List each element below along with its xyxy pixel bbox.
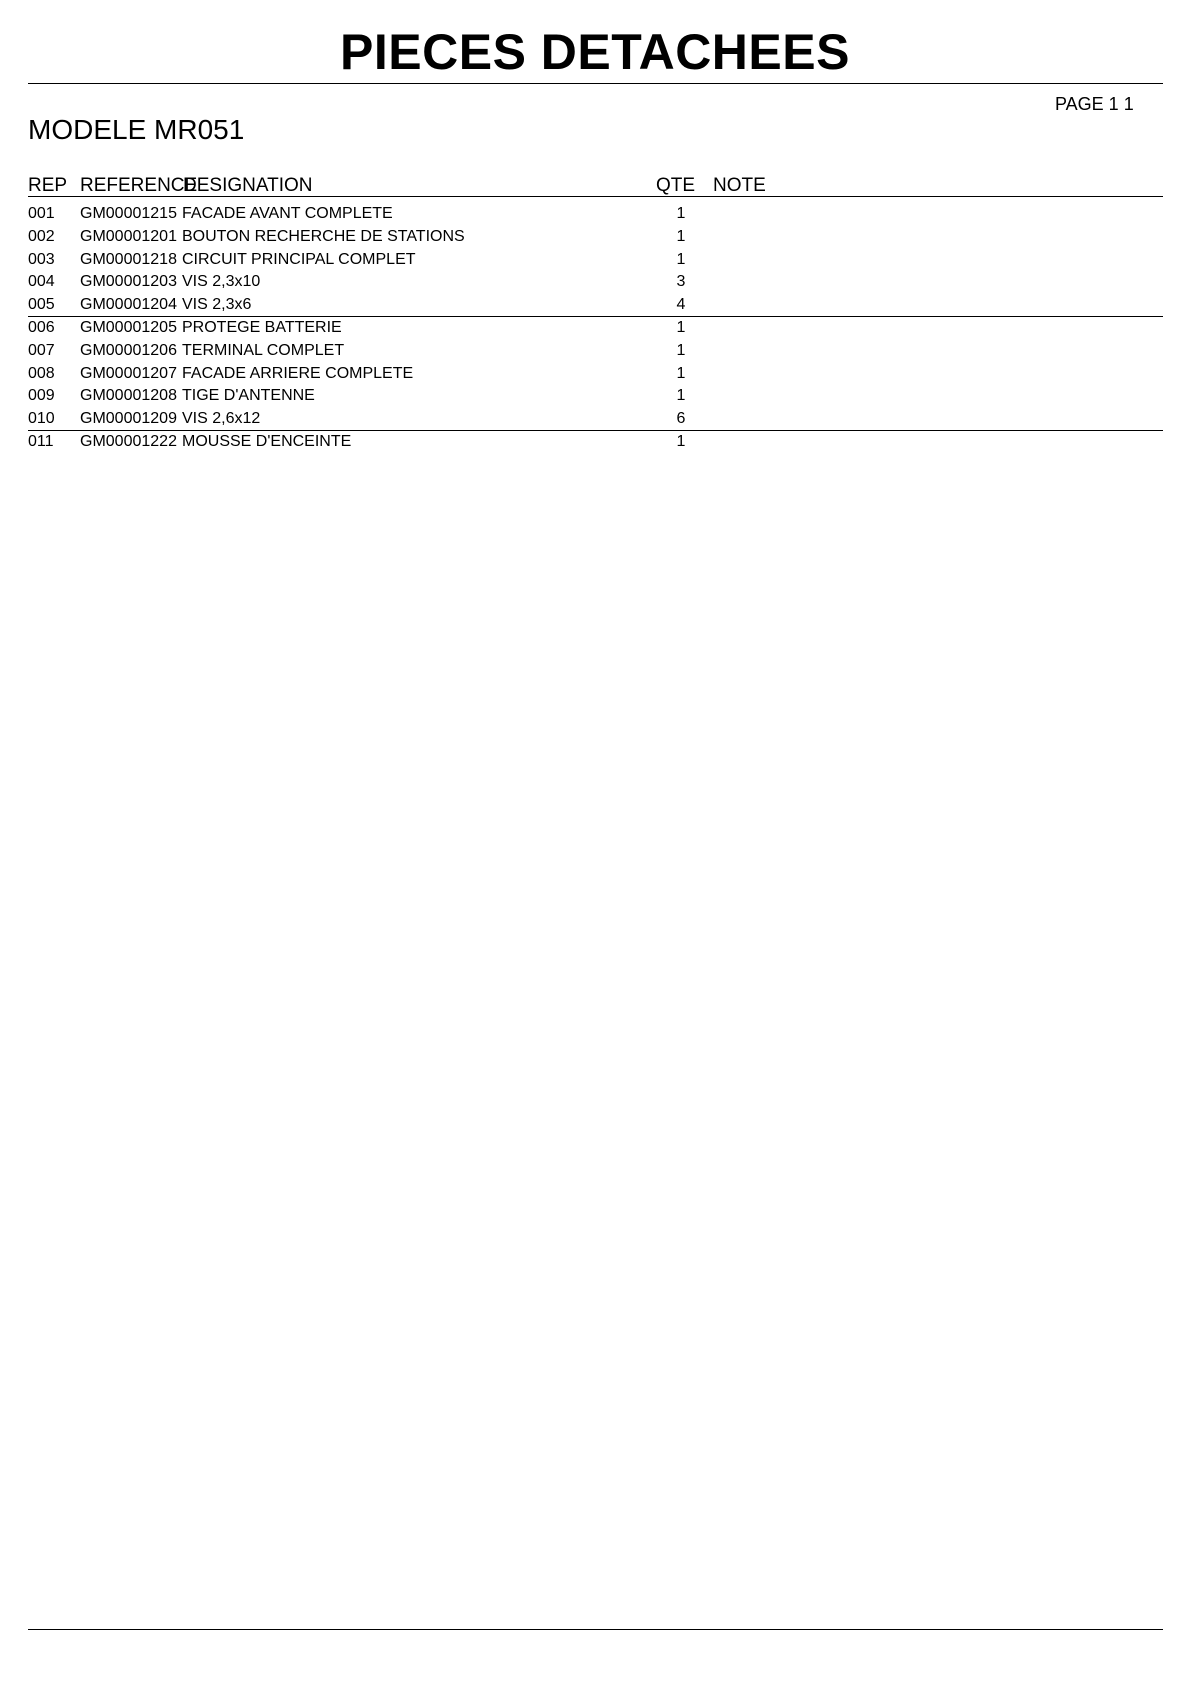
reference-cell: GM00001209 xyxy=(80,410,177,428)
table-row xyxy=(28,363,1163,386)
designation-cell: FACADE AVANT COMPLETE xyxy=(182,205,393,222)
table-row xyxy=(28,430,1163,454)
reference-cell: GM00001207 xyxy=(80,364,177,382)
reference-cell: GM00001215 xyxy=(80,205,177,222)
column-header-designation: DESIGNATION xyxy=(183,175,313,196)
column-header-qte: QTE xyxy=(656,175,696,196)
reference-cell: GM00001204 xyxy=(80,296,177,314)
table-row xyxy=(28,408,1163,431)
table-row xyxy=(28,340,1163,363)
rep-cell: 007 xyxy=(28,341,55,359)
rep-cell: 004 xyxy=(28,273,55,291)
table-row xyxy=(28,226,1163,249)
rep-cell: 002 xyxy=(28,227,55,245)
reference-cell: GM00001201 xyxy=(80,227,177,245)
table-row xyxy=(28,271,1163,294)
model-label: MODELE MR051 xyxy=(28,114,245,145)
reference-cell: GM00001203 xyxy=(80,273,177,291)
reference-cell: GM00001222 xyxy=(80,432,177,450)
reference-cell: GM00001205 xyxy=(80,318,177,336)
qte-cell: 1 xyxy=(676,318,686,336)
designation-cell: PROTEGE BATTERIE xyxy=(182,318,342,336)
designation-cell: VIS 2,6x12 xyxy=(182,410,261,428)
table-row xyxy=(28,385,1163,408)
designation-cell: CIRCUIT PRINCIPAL COMPLET xyxy=(182,250,416,268)
rep-cell: 003 xyxy=(28,250,55,268)
footer-divider xyxy=(28,1629,1163,1630)
designation-cell: TIGE D'ANTENNE xyxy=(182,387,315,405)
qte-cell: 1 xyxy=(676,250,686,268)
header-divider xyxy=(28,196,1163,197)
rep-cell: 011 xyxy=(28,432,54,450)
column-header-note: NOTE xyxy=(713,175,766,196)
designation-cell: BOUTON RECHERCHE DE STATIONS xyxy=(182,227,465,245)
qte-cell: 3 xyxy=(676,273,686,291)
designation-cell: FACADE ARRIERE COMPLETE xyxy=(182,364,414,382)
page-number: PAGE 1 1 xyxy=(1055,94,1134,114)
reference-cell: GM00001218 xyxy=(80,250,177,268)
designation-cell: VIS 2,3x10 xyxy=(182,273,261,291)
rep-cell: 010 xyxy=(28,410,55,428)
qte-cell: 1 xyxy=(676,227,686,245)
rep-cell: 005 xyxy=(28,296,55,314)
reference-cell: GM00001208 xyxy=(80,387,177,405)
designation-cell: MOUSSE D'ENCEINTE xyxy=(182,432,352,450)
title-divider xyxy=(28,83,1163,84)
qte-cell: 1 xyxy=(676,364,686,382)
rep-cell: 009 xyxy=(28,387,55,405)
table-row xyxy=(28,203,1163,226)
table-row xyxy=(28,294,1163,317)
column-header-reference: REFERENCE xyxy=(80,175,198,196)
reference-cell: GM00001206 xyxy=(80,341,177,359)
qte-cell: 6 xyxy=(676,410,686,428)
qte-cell: 1 xyxy=(676,205,686,222)
page-title: PIECES DETACHEES xyxy=(340,24,850,80)
table-row xyxy=(28,249,1163,272)
column-header-rep: REP xyxy=(28,175,68,196)
qte-cell: 1 xyxy=(676,341,686,359)
qte-cell: 1 xyxy=(676,387,686,405)
rep-cell: 006 xyxy=(28,318,55,336)
rep-cell: 008 xyxy=(28,364,55,382)
rep-cell: 001 xyxy=(28,205,55,222)
qte-cell: 1 xyxy=(676,432,686,450)
qte-cell: 4 xyxy=(676,296,686,314)
table-row xyxy=(28,316,1163,340)
designation-cell: VIS 2,3x6 xyxy=(182,296,252,314)
designation-cell: TERMINAL COMPLET xyxy=(182,341,345,359)
parts-table xyxy=(28,203,1163,454)
